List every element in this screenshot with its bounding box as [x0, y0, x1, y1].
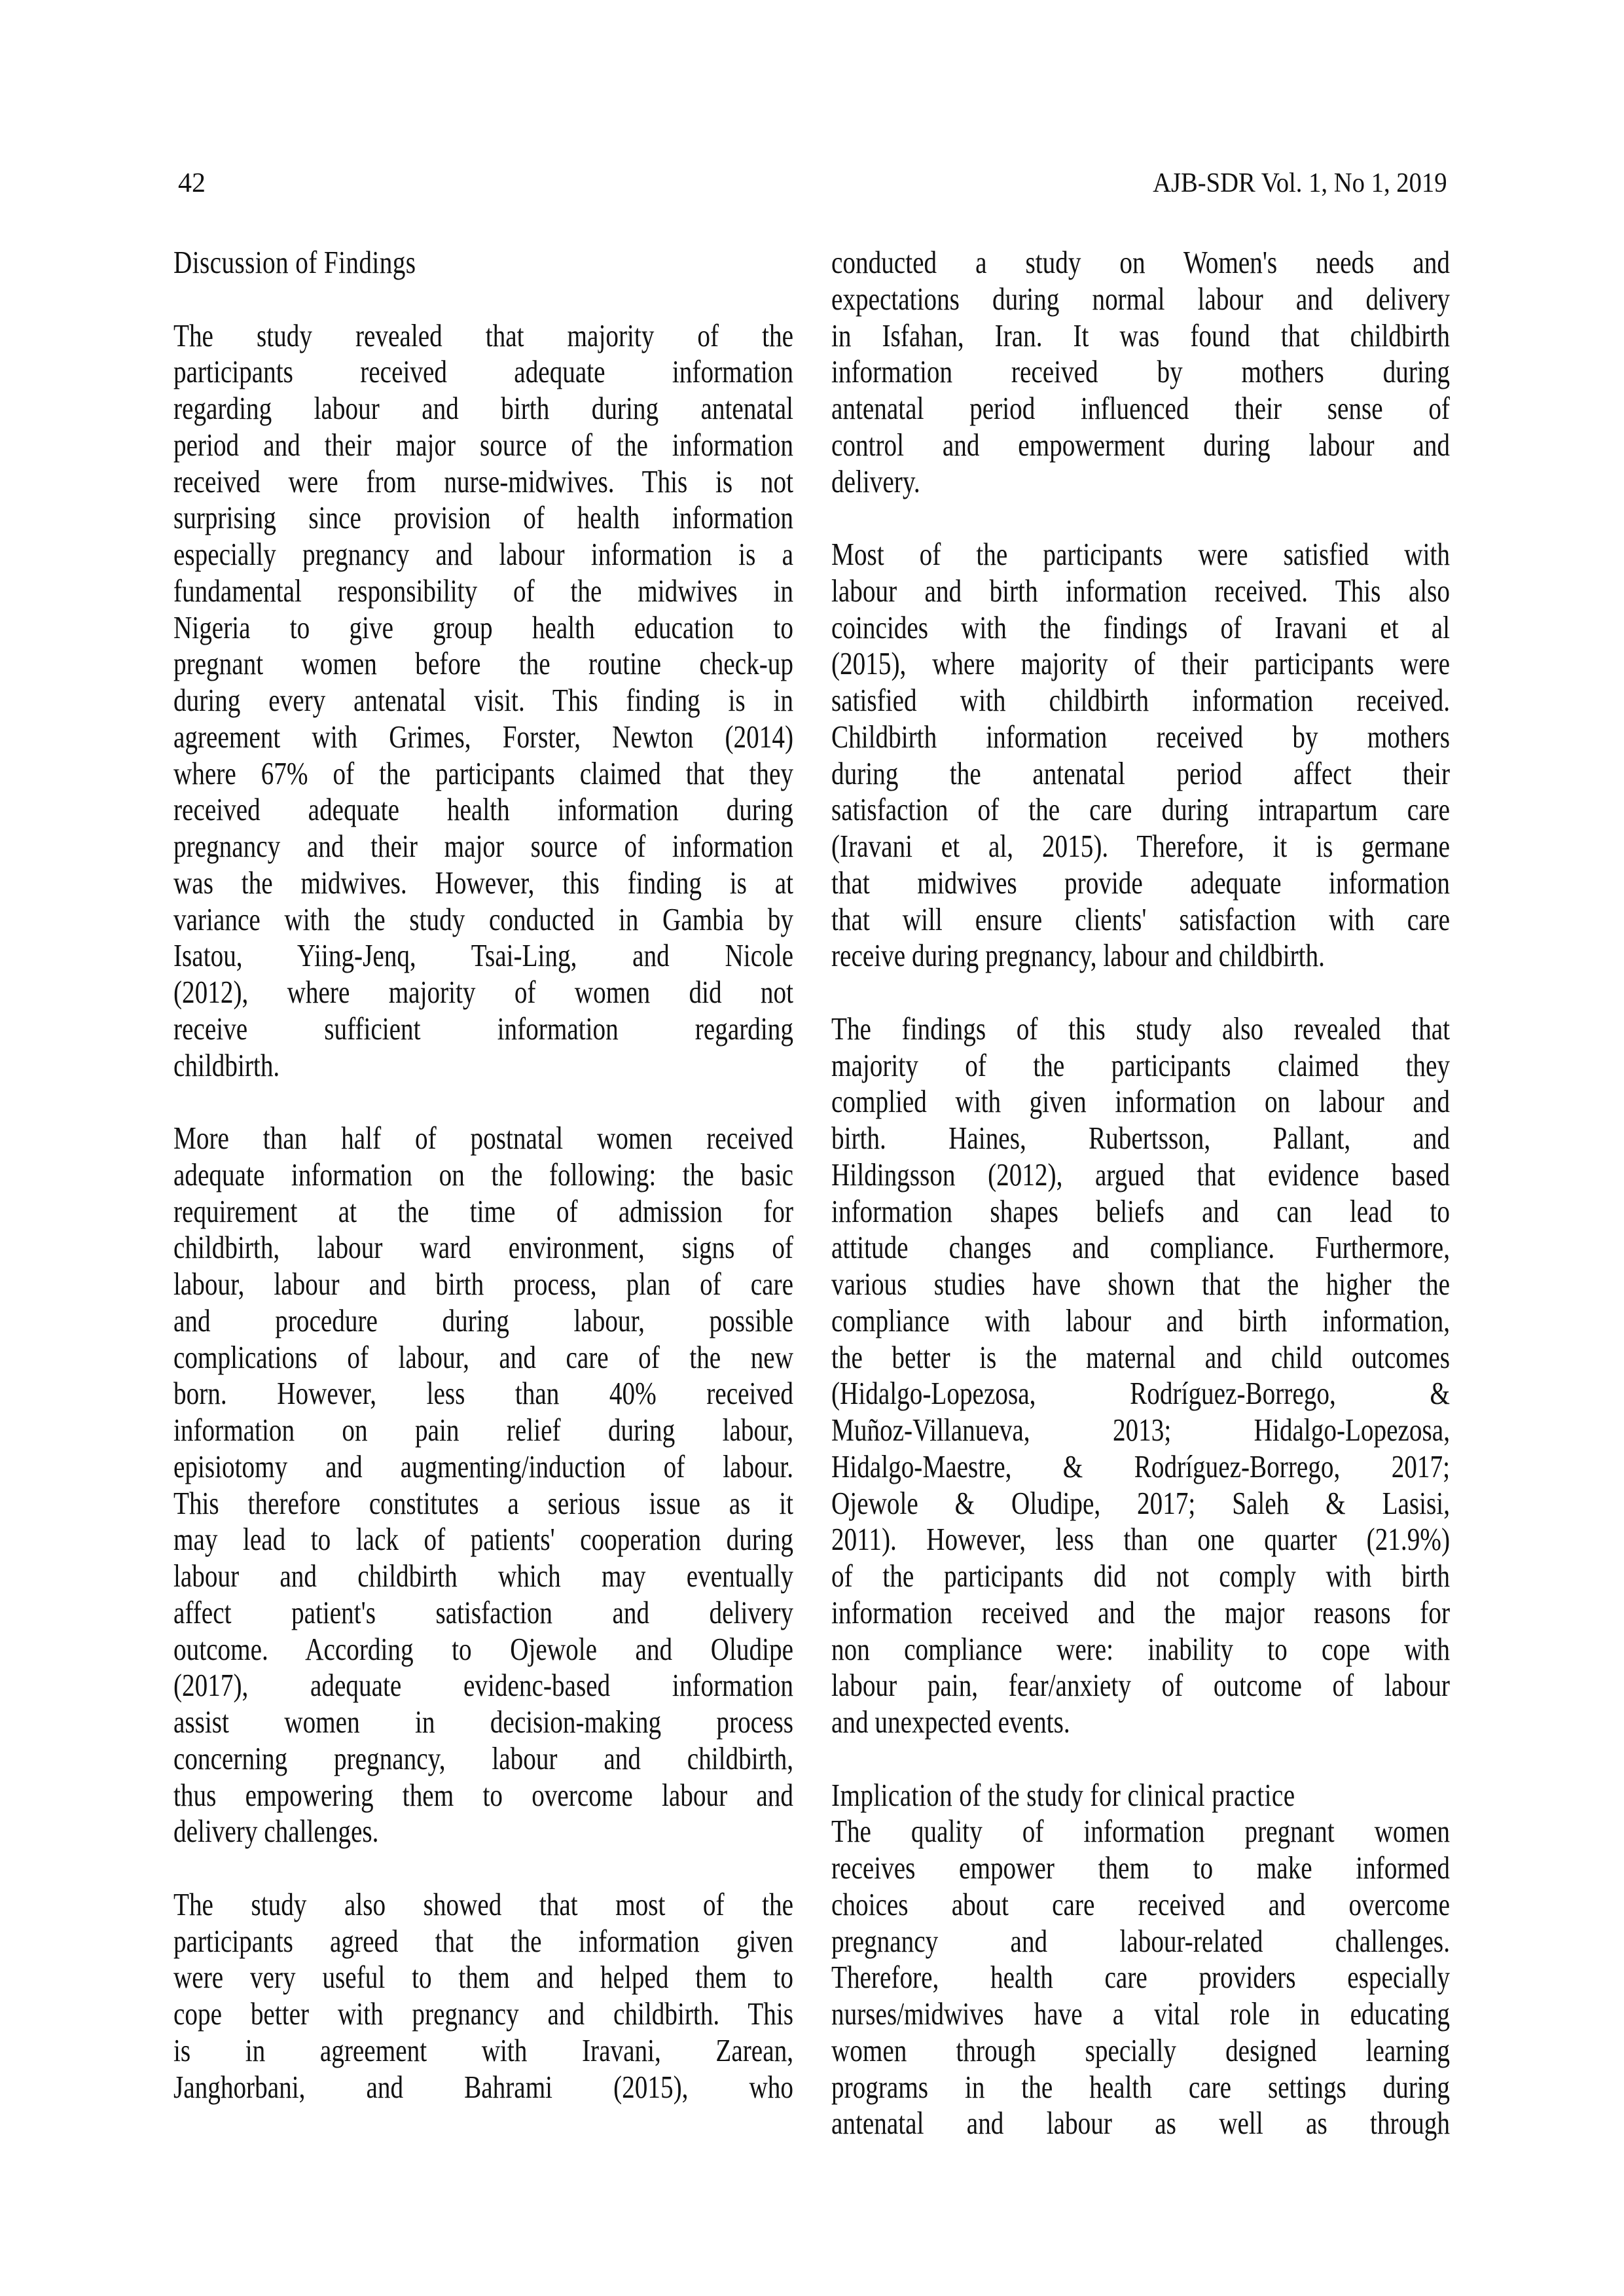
text-line: that will ensure clients' satisfaction with care — [831, 901, 1450, 937]
subsection-clinical-practice — [831, 1777, 1450, 2142]
text-line: outcome. According to Ojewole and Oludipe — [173, 1630, 793, 1667]
text-line: The quality of information pregnant women — [831, 1813, 1450, 1850]
text-line: This therefore constitutes a serious issue as it — [173, 1484, 793, 1521]
text-line: episiotomy and augmenting/induction of labour. — [173, 1448, 793, 1484]
text-line: information received by mothers during — [831, 353, 1450, 390]
text-line: control and empowerment during labour and — [831, 426, 1450, 463]
text-line: childbirth. — [173, 1047, 280, 1083]
text-line: nurses/midwives have a vital role in educating — [831, 1996, 1450, 2032]
text-line: fundamental responsibility of the midwives in — [173, 572, 793, 609]
text-line: regarding labour and birth during antenatal — [173, 390, 793, 426]
text-line: during every antenatal visit. This finding is in — [173, 682, 793, 718]
text-line: (Iravani et al, 2015). Therefore, it is germane — [831, 828, 1450, 864]
paragraph-satisfaction — [831, 536, 1450, 974]
text-line: Isatou, Yiing-Jenq, Tsai-Ling, and Nicole — [173, 937, 793, 974]
text-line: were very useful to them and helped them to — [173, 1959, 793, 1996]
text-line: requirement at the time of admission for — [173, 1193, 793, 1229]
text-line: Therefore, health care providers especially — [831, 1959, 1450, 1996]
paragraph-spacer — [173, 1083, 793, 1120]
text-line: attitude changes and compliance. Furthermore, — [831, 1229, 1450, 1266]
text-line: surprising since provision of health information — [173, 499, 793, 536]
text-line: labour pain, fear/anxiety of outcome of labour — [831, 1667, 1450, 1704]
text-line: adequate information on the following: the basic — [173, 1156, 793, 1193]
text-line: receive during pregnancy, labour and childbirth. — [831, 937, 1325, 974]
text-line: (2015), where majority of their participants were — [831, 645, 1450, 682]
text-line: conducted a study on Women's needs and — [831, 244, 1450, 280]
text-line: especially pregnancy and labour information is a — [173, 536, 793, 572]
text-line: was the midwives. However, this finding is at — [173, 864, 793, 901]
text-line: choices about care received and overcome — [831, 1886, 1450, 1922]
paragraph-discussion-1 — [173, 317, 793, 1084]
text-line: information shapes beliefs and can lead to — [831, 1193, 1450, 1229]
text-line: women through specially designed learning — [831, 2032, 1450, 2068]
text-line: 2011). However, less than one quarter (21.9%) — [831, 1521, 1450, 1558]
paragraph-continuation — [831, 244, 1450, 499]
text-line: receives empower them to make informed — [831, 1850, 1450, 1886]
text-line: (2012), where majority of women did not — [173, 974, 793, 1010]
text-line: non compliance were: inability to cope with — [831, 1630, 1450, 1667]
text-line: Childbirth information received by mothers — [831, 718, 1450, 755]
text-line: antenatal period influenced their sense of — [831, 390, 1450, 426]
text-line: affect patient's satisfaction and delivery — [173, 1594, 793, 1630]
paragraph-discussion-3 — [173, 1886, 793, 2106]
text-line: born. However, less than 40% received — [173, 1375, 793, 1412]
paragraph-spacer — [173, 1850, 793, 1886]
text-line: the better is the maternal and child outcomes — [831, 1338, 1450, 1375]
text-line: labour and birth information received. This also — [831, 572, 1450, 609]
section-heading: Discussion of Findings — [173, 244, 416, 280]
paragraph-compliance — [831, 1011, 1450, 1740]
journal-citation-header: AJB-SDR Vol. 1, No 1, 2019 — [1153, 168, 1447, 198]
text-line: programs in the health care settings during — [831, 2068, 1450, 2105]
subsection-heading: Implication of the study for clinical practice — [831, 1776, 1295, 1813]
text-line: complied with given information on labour and — [831, 1083, 1450, 1120]
text-line: (Hidalgo-Lopezosa, Rodríguez-Borrego, & — [831, 1375, 1450, 1412]
text-line: Janghorbani, and Bahrami (2015), who — [173, 2068, 793, 2105]
text-line: various studies have shown that the higher the — [831, 1266, 1450, 1302]
text-line: More than half of postnatal women received — [173, 1120, 793, 1156]
page-number: 42 — [178, 168, 206, 198]
paragraph-spacer — [831, 499, 1450, 536]
text-line: agreement with Grimes, Forster, Newton (2014) — [173, 718, 793, 755]
text-line: The study revealed that majority of the — [173, 317, 793, 353]
text-line: majority of the participants claimed they — [831, 1047, 1450, 1083]
text-line: where 67% of the participants claimed that they — [173, 755, 793, 791]
text-line: pregnancy and their major source of information — [173, 828, 793, 864]
text-line: The findings of this study also revealed that — [831, 1010, 1450, 1047]
right-column — [831, 244, 1450, 2142]
left-column — [173, 244, 793, 2105]
text-line: concerning pregnancy, labour and childbirth, — [173, 1740, 793, 1776]
text-line: Ojewole & Oludipe, 2017; Saleh & Lasisi, — [831, 1484, 1450, 1521]
text-line: period and their major source of the information — [173, 426, 793, 463]
text-line: Most of the participants were satisfied with — [831, 536, 1450, 572]
text-line: participants received adequate information — [173, 353, 793, 390]
text-line: (2017), adequate evidenc-based information — [173, 1667, 793, 1704]
text-line: is in agreement with Iravani, Zarean, — [173, 2032, 793, 2068]
text-line: received adequate health information during — [173, 791, 793, 828]
text-line: and procedure during labour, possible — [173, 1302, 793, 1338]
text-line: satisfied with childbirth information received. — [831, 682, 1450, 718]
text-line: labour and childbirth which may eventually — [173, 1558, 793, 1594]
text-line: information received and the major reasons for — [831, 1594, 1450, 1630]
text-line: delivery challenges. — [173, 1813, 379, 1850]
text-line: childbirth, labour ward environment, signs of — [173, 1229, 793, 1266]
text-line: compliance with labour and birth information, — [831, 1302, 1450, 1338]
text-line: delivery. — [831, 463, 920, 499]
text-line: coincides with the findings of Iravani et al — [831, 609, 1450, 645]
text-line: information on pain relief during labour, — [173, 1412, 793, 1448]
text-line: of the participants did not comply with birth — [831, 1558, 1450, 1594]
text-line: antenatal and labour as well as through — [831, 2105, 1450, 2142]
text-line: Hildingsson (2012), argued that evidence based — [831, 1156, 1450, 1193]
text-line: assist women in decision-making process — [173, 1704, 793, 1740]
text-line: satisfaction of the care during intrapartum care — [831, 791, 1450, 828]
text-line: during the antenatal period affect their — [831, 755, 1450, 791]
text-line: variance with the study conducted in Gambia by — [173, 901, 793, 937]
text-line: pregnancy and labour-related challenges. — [831, 1922, 1450, 1959]
text-line: cope better with pregnancy and childbirth. This — [173, 1996, 793, 2032]
text-line: in Isfahan, Iran. It was found that childbirth — [831, 317, 1450, 353]
text-line: received were from nurse-midwives. This is not — [173, 463, 793, 499]
text-line: Muñoz-Villanueva, 2013; Hidalgo-Lopezosa, — [831, 1412, 1450, 1448]
text-line: Nigeria to give group health education to — [173, 609, 793, 645]
text-line: that midwives provide adequate information — [831, 864, 1450, 901]
text-line: may lead to lack of patients' cooperation during — [173, 1521, 793, 1558]
paragraph-spacer — [831, 974, 1450, 1011]
text-line: and unexpected events. — [831, 1704, 1070, 1740]
text-line: complications of labour, and care of the new — [173, 1338, 793, 1375]
text-line: pregnant women before the routine check-up — [173, 645, 793, 682]
text-line: expectations during normal labour and delivery — [831, 280, 1450, 317]
text-line: thus empowering them to overcome labour and — [173, 1776, 793, 1813]
text-line: receive sufficient information regarding — [173, 1010, 793, 1047]
text-line: birth. Haines, Rubertsson, Pallant, and — [831, 1120, 1450, 1156]
paragraph-discussion-2 — [173, 1120, 793, 1850]
paragraph-spacer — [831, 1740, 1450, 1777]
text-line: labour, labour and birth process, plan of care — [173, 1266, 793, 1302]
text-line: The study also showed that most of the — [173, 1886, 793, 1922]
text-line: participants agreed that the information given — [173, 1922, 793, 1959]
text-line: Hidalgo-Maestre, & Rodríguez-Borrego, 2017; — [831, 1448, 1450, 1484]
paragraph-spacer — [173, 281, 793, 317]
